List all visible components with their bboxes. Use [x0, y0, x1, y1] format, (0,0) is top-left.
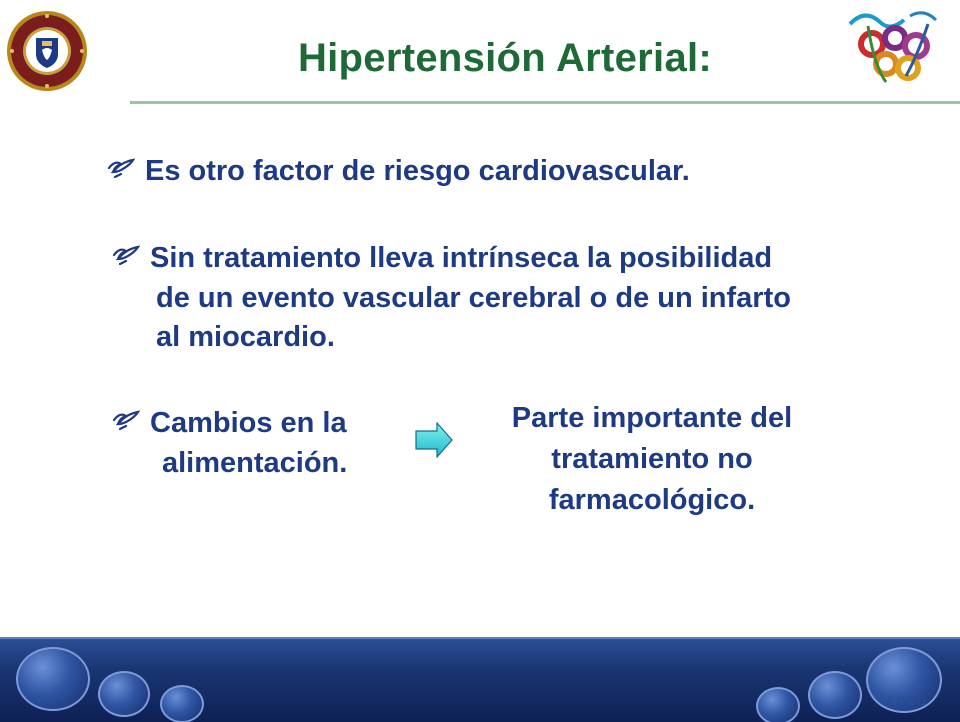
note-line: tratamiento no: [551, 443, 753, 475]
note-line: Parte importante del: [511, 402, 793, 434]
pen-nib-icon: [112, 237, 140, 276]
note-line: farmacológico.: [548, 484, 756, 516]
footer-mark: LOGO: [888, 694, 928, 708]
slide-title: Hipertensión Arterial:: [297, 36, 713, 80]
treatment-note: [467, 398, 837, 521]
bullet-diet-changes: [112, 404, 412, 483]
pen-nib-icon: [112, 402, 140, 441]
footer-bubble: [808, 671, 862, 719]
bullet-text-line: Sin tratamiento lleva intrínseca la posibilidad: [150, 242, 773, 274]
right-arrow-icon: [415, 422, 453, 458]
bullet-text: Es otro factor de riesgo cardiovascular.: [145, 155, 690, 187]
bullet-risk-factor: [107, 152, 927, 192]
footer-bubble: [160, 685, 204, 722]
footer-bubble: [98, 671, 150, 717]
bullet-text-line: alimentación.: [162, 446, 348, 479]
footer-bar: [0, 637, 960, 722]
pen-nib-icon: [107, 150, 135, 189]
bullet-text-line: de un evento vascular cerebral o de un infarto: [156, 281, 791, 314]
bullet-untreated-risk: [112, 239, 932, 357]
bullet-text-line: Cambios en la: [150, 407, 347, 439]
footer-bubble: [16, 647, 90, 711]
title-divider: [130, 101, 960, 104]
footer-bubble: [756, 687, 800, 722]
bullet-text-line: al miocardio.: [156, 320, 335, 353]
